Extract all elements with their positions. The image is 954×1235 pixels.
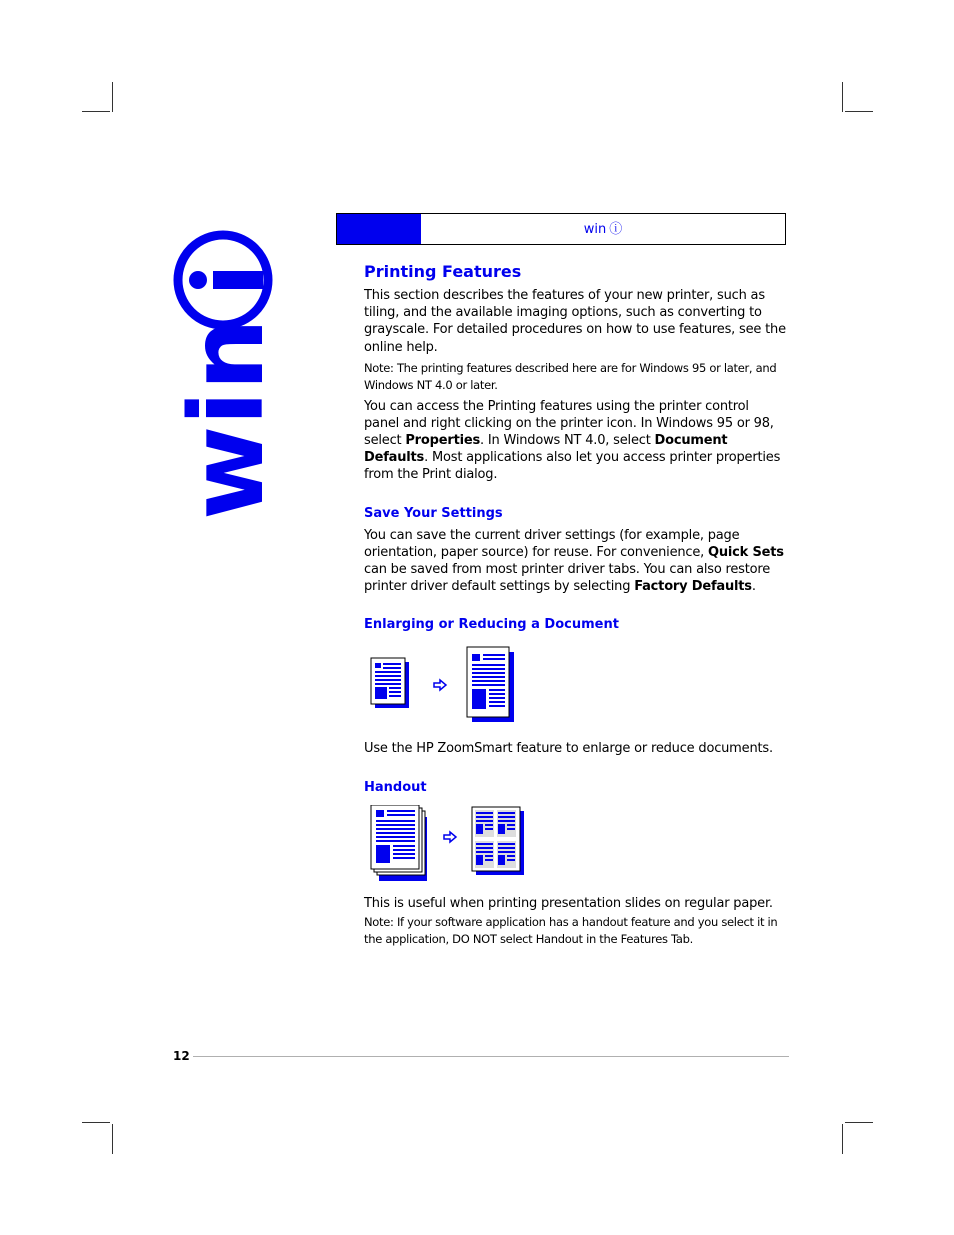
- handout-caption: This is useful when printing presentation slides on regular paper.: [364, 895, 773, 911]
- header-label: win: [583, 222, 607, 237]
- factory-defaults-term: Factory Defaults: [634, 579, 752, 595]
- main-content: [364, 262, 786, 949]
- properties-term: Properties: [405, 433, 480, 449]
- zoomsmart-illustration: [364, 646, 786, 730]
- text-run: You can save the current driver settings (for example, page orientation, paper source) for reuse. For convenience,: [364, 527, 740, 560]
- crop-mark: [112, 82, 113, 112]
- text-run: . In Windows NT 4.0, select: [480, 433, 655, 449]
- info-circle-icon: [178, 235, 268, 325]
- section-title-handout: Handout: [364, 779, 427, 795]
- crop-mark: [845, 111, 873, 112]
- header-label-group: [421, 214, 785, 244]
- document-defaults-term: Document Defaults: [364, 433, 728, 466]
- header-accent-block: [337, 214, 421, 244]
- section-title-enlarge-reduce: Enlarging or Reducing a Document: [364, 617, 619, 633]
- side-tab-win-logo: [150, 230, 290, 530]
- section-title-printing-features: Printing Features: [364, 262, 522, 281]
- crop-mark: [112, 1124, 113, 1154]
- handout-note: Note: If your software application has a handout feature and you select it in the application, DO NOT select Handout in the Features Tab.: [364, 914, 778, 947]
- printing-features-intro: This section describes the features of your new printer, such as tiling, and the available imaging options, such as converting to grayscale. For detailed procedures on how to use features, see the online help.: [364, 288, 786, 355]
- printing-features-note: Note: The printing features described here are for Windows 95 or later, and Windows NT 4.0 or later.: [364, 360, 777, 393]
- crop-mark: [845, 1122, 873, 1123]
- text-run: .: [751, 579, 756, 595]
- zoomsmart-diagram: [364, 646, 524, 730]
- crop-mark: [842, 1124, 843, 1154]
- text-run: . Most applications also let you access printer properties from the Print dialog.: [364, 450, 781, 483]
- arrow-right-icon: [444, 832, 456, 842]
- footer-rule: [193, 1056, 789, 1057]
- crop-mark: [82, 1122, 110, 1123]
- text-run: You can access the Printing features using the printer control panel and right clicking on the printer icon. In Windows 95 or 98, select: [364, 398, 774, 449]
- handout-illustration: [364, 805, 786, 885]
- header-bar: [336, 213, 786, 245]
- info-circle-icon: ⓘ: [609, 222, 623, 237]
- side-tab-label: win: [168, 318, 287, 520]
- page-number: 12: [173, 1049, 190, 1063]
- crop-mark: [82, 111, 110, 112]
- zoomsmart-caption: Use the HP ZoomSmart feature to enlarge or reduce documents.: [364, 741, 773, 757]
- crop-mark: [842, 82, 843, 112]
- printing-features-access: [364, 398, 786, 484]
- handout-diagram: [364, 805, 534, 885]
- text-run: can be saved from most printer driver tabs. You can also restore printer driver default settings by selecting: [364, 562, 771, 595]
- save-settings-body: [364, 527, 786, 596]
- quick-sets-term: Quick Sets: [708, 544, 784, 560]
- arrow-right-icon: [434, 680, 446, 690]
- section-title-save-settings: Save Your Settings: [364, 505, 503, 521]
